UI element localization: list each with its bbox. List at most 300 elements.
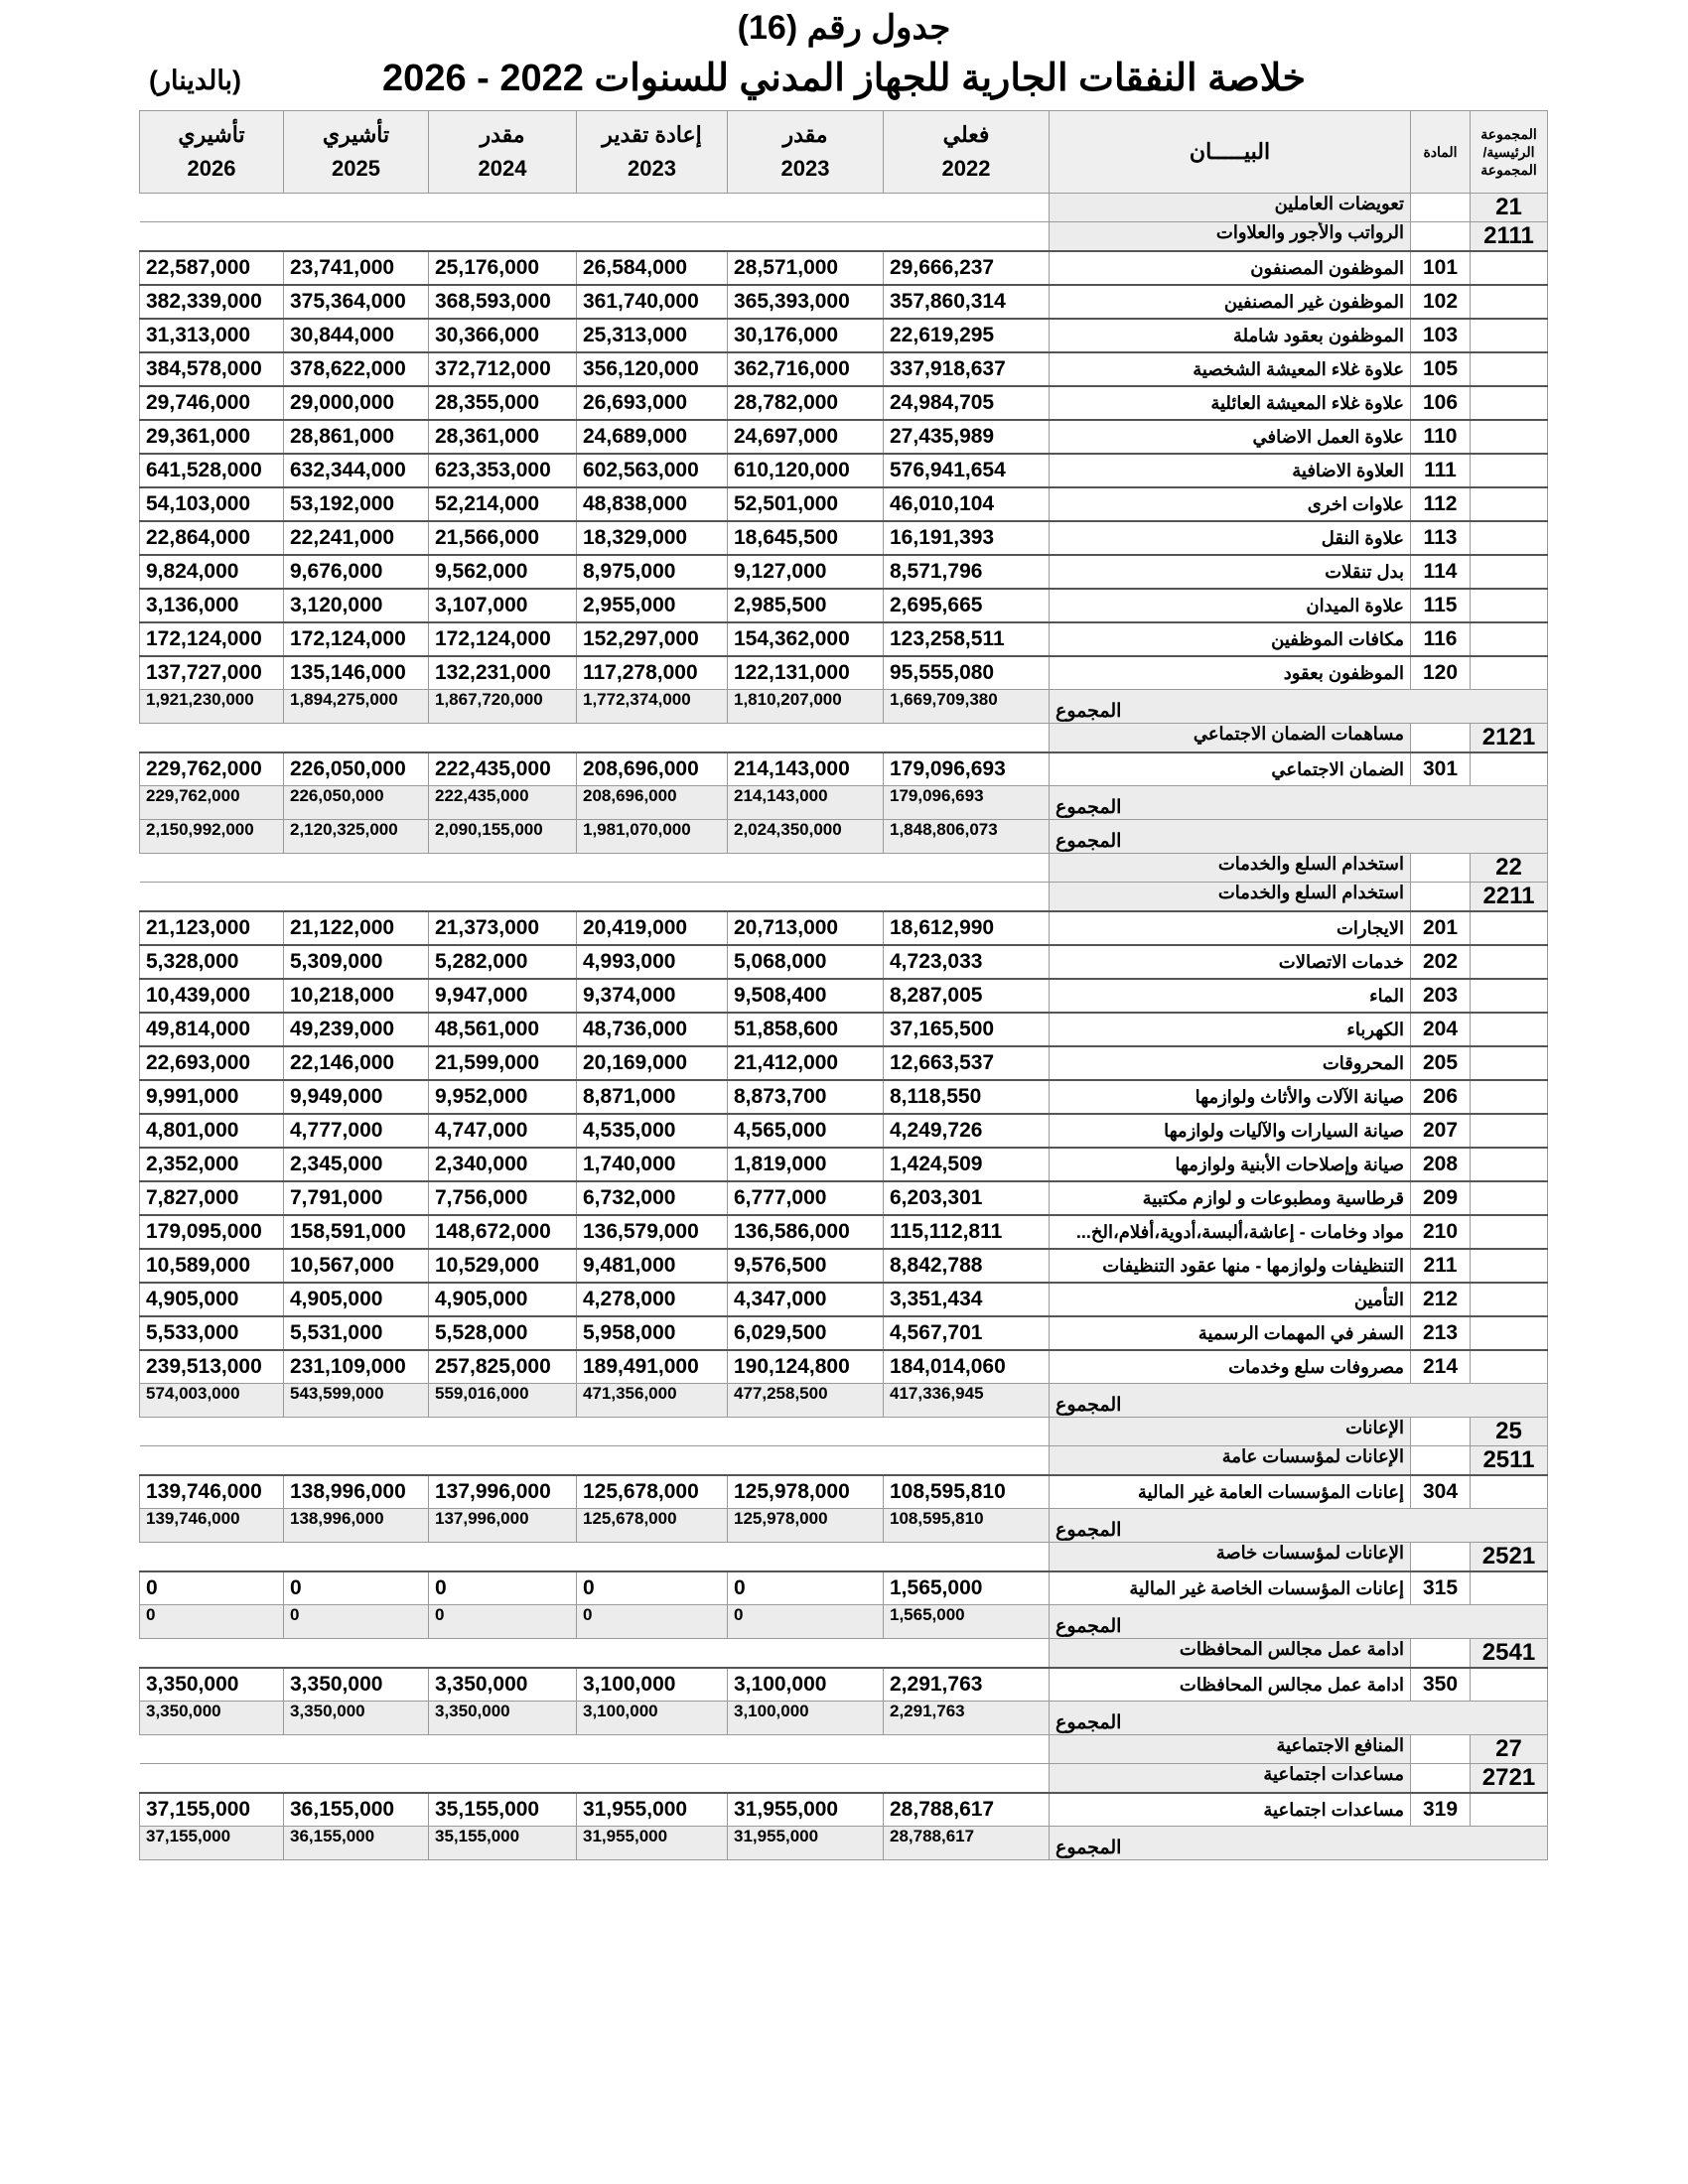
item-description: الموظفون بعقود [1050,656,1411,690]
madda-cell-empty [1411,1418,1471,1446]
value-cell: 18,329,000 [577,521,728,555]
madda-code: 319 [1411,1793,1471,1827]
empty-values [140,1418,1050,1446]
item-row [140,945,1548,979]
value-cell: 190,124,800 [728,1350,884,1384]
value-cell: 31,955,000 [728,1793,884,1827]
item-description: علاوة النقل [1050,521,1411,555]
header-year: 2024 [478,156,527,181]
group-cell-empty [1471,1316,1548,1350]
group-cell-empty [1471,285,1548,319]
value-cell: 4,905,000 [140,1283,284,1316]
total-value-cell: 179,096,693 [884,786,1050,820]
value-cell: 135,146,000 [284,656,429,690]
group-cell-empty [1471,1114,1548,1148]
value-cell: 10,439,000 [140,979,284,1013]
item-description: خدمات الاتصالات [1050,945,1411,979]
value-cell: 1,740,000 [577,1148,728,1181]
value-cell: 576,941,654 [884,454,1050,487]
group-description: ادامة عمل مجالس المحافظات [1050,1639,1411,1669]
total-value-cell: 214,143,000 [728,786,884,820]
header-label: تأشيري [322,122,390,147]
item-description: صيانة وإصلاحات الأبنية ولوازمها [1050,1148,1411,1181]
madda-code: 210 [1411,1215,1471,1249]
value-cell: 152,297,000 [577,622,728,656]
group-description: الإعانات لمؤسسات خاصة [1050,1543,1411,1572]
value-cell: 20,713,000 [728,911,884,945]
group-row [140,1639,1548,1669]
value-cell: 1,819,000 [728,1148,884,1181]
value-cell: 54,103,000 [140,487,284,521]
value-cell: 24,697,000 [728,420,884,454]
group-cell-empty [1471,622,1548,656]
value-cell: 22,693,000 [140,1046,284,1080]
total-value-cell: 208,696,000 [577,786,728,820]
value-cell: 1,424,509 [884,1148,1050,1181]
value-cell: 602,563,000 [577,454,728,487]
value-cell: 21,373,000 [429,911,577,945]
value-cell: 154,362,000 [728,622,884,656]
madda-code: 114 [1411,555,1471,589]
item-row [140,1249,1548,1283]
value-cell: 21,122,000 [284,911,429,945]
value-cell: 123,258,511 [884,622,1050,656]
item-row [140,386,1548,420]
value-cell: 8,287,005 [884,979,1050,1013]
value-cell: 29,746,000 [140,386,284,420]
madda-code: 111 [1411,454,1471,487]
value-cell: 9,824,000 [140,555,284,589]
value-cell: 18,645,500 [728,521,884,555]
value-cell: 10,529,000 [429,1249,577,1283]
group-description: تعويضات العاملين [1050,194,1411,222]
total-value-cell: 0 [429,1605,577,1639]
total-value-cell: 1,848,806,073 [884,820,1050,854]
madda-code: 350 [1411,1668,1471,1702]
item-description: صيانة السيارات والآليات ولوازمها [1050,1114,1411,1148]
value-cell: 4,905,000 [429,1283,577,1316]
value-cell: 229,762,000 [140,752,284,786]
value-cell: 5,958,000 [577,1316,728,1350]
item-row [140,1793,1548,1827]
value-cell: 48,561,000 [429,1013,577,1046]
value-cell: 172,124,000 [140,622,284,656]
value-cell: 4,565,000 [728,1114,884,1148]
item-description: الضمان الاجتماعي [1050,752,1411,786]
item-row [140,911,1548,945]
value-cell: 30,844,000 [284,319,429,352]
value-cell: 9,127,000 [728,555,884,589]
header-group: المجموعة الرئيسية/ المجموعة [1471,111,1548,194]
value-cell: 36,155,000 [284,1793,429,1827]
madda-code: 205 [1411,1046,1471,1080]
madda-code: 105 [1411,352,1471,386]
group-row [140,1764,1548,1794]
value-cell: 125,978,000 [728,1475,884,1509]
total-row [140,1605,1548,1639]
total-value-cell: 1,810,207,000 [728,690,884,724]
value-cell: 29,666,237 [884,251,1050,285]
value-cell: 9,562,000 [429,555,577,589]
group-cell-empty [1471,979,1548,1013]
value-cell: 21,599,000 [429,1046,577,1080]
group-cell-empty [1471,1475,1548,1509]
item-description: الايجارات [1050,911,1411,945]
madda-cell-empty [1411,1764,1471,1794]
madda-cell-empty [1411,883,1471,912]
value-cell: 337,918,637 [884,352,1050,386]
madda-cell-empty [1411,1639,1471,1669]
value-cell: 115,112,811 [884,1215,1050,1249]
value-cell: 148,672,000 [429,1215,577,1249]
item-row [140,1475,1548,1509]
total-value-cell: 35,155,000 [429,1827,577,1860]
item-row [140,521,1548,555]
value-cell: 3,120,000 [284,589,429,622]
total-value-cell: 139,746,000 [140,1509,284,1543]
total-value-cell: 0 [140,1605,284,1639]
total-value-cell: 1,894,275,000 [284,690,429,724]
header-year: 2023 [780,156,830,181]
value-cell: 108,595,810 [884,1475,1050,1509]
group-description: الرواتب والأجور والعلاوات [1050,222,1411,252]
header-col-2023-reestimate [577,111,728,194]
value-cell: 5,533,000 [140,1316,284,1350]
item-row [140,1046,1548,1080]
item-row [140,251,1548,285]
value-cell: 5,328,000 [140,945,284,979]
empty-values [140,854,1050,883]
item-row [140,319,1548,352]
value-cell: 27,435,989 [884,420,1050,454]
value-cell: 8,873,700 [728,1080,884,1114]
group-row [140,1543,1548,1572]
header-col-2026-indicative [140,111,284,194]
total-value-cell: 574,003,000 [140,1384,284,1418]
value-cell: 4,993,000 [577,945,728,979]
value-cell: 49,239,000 [284,1013,429,1046]
value-cell: 8,975,000 [577,555,728,589]
madda-code: 103 [1411,319,1471,352]
group-code: 2511 [1471,1446,1548,1476]
value-cell: 8,871,000 [577,1080,728,1114]
madda-code: 201 [1411,911,1471,945]
value-cell: 375,364,000 [284,285,429,319]
value-cell: 4,801,000 [140,1114,284,1148]
value-cell: 365,393,000 [728,285,884,319]
group-code: 25 [1471,1418,1548,1446]
total-value-cell: 1,669,709,380 [884,690,1050,724]
item-description: الماء [1050,979,1411,1013]
value-cell: 137,727,000 [140,656,284,690]
value-cell: 382,339,000 [140,285,284,319]
header-label: مقدر [480,122,525,147]
total-value-cell: 2,090,155,000 [429,820,577,854]
value-cell: 356,120,000 [577,352,728,386]
madda-code: 315 [1411,1571,1471,1605]
value-cell: 9,991,000 [140,1080,284,1114]
item-description: الموظفون بعقود شاملة [1050,319,1411,352]
item-row [140,979,1548,1013]
value-cell: 2,340,000 [429,1148,577,1181]
value-cell: 9,947,000 [429,979,577,1013]
value-cell: 172,124,000 [429,622,577,656]
value-cell: 384,578,000 [140,352,284,386]
group-cell-empty [1471,945,1548,979]
value-cell: 7,827,000 [140,1181,284,1215]
value-cell: 3,100,000 [728,1668,884,1702]
total-value-cell: 28,788,617 [884,1827,1050,1860]
value-cell: 28,782,000 [728,386,884,420]
value-cell: 35,155,000 [429,1793,577,1827]
empty-values [140,1446,1050,1476]
group-description: المنافع الاجتماعية [1050,1735,1411,1764]
group-row [140,883,1548,912]
total-value-cell: 31,955,000 [577,1827,728,1860]
value-cell: 10,589,000 [140,1249,284,1283]
madda-code: 110 [1411,420,1471,454]
value-cell: 368,593,000 [429,285,577,319]
value-cell: 3,351,434 [884,1283,1050,1316]
value-cell: 378,622,000 [284,352,429,386]
total-value-cell: 2,291,763 [884,1702,1050,1735]
value-cell: 29,361,000 [140,420,284,454]
madda-cell-empty [1411,1735,1471,1764]
item-row [140,285,1548,319]
total-value-cell: 471,356,000 [577,1384,728,1418]
madda-code: 204 [1411,1013,1471,1046]
madda-code: 304 [1411,1475,1471,1509]
empty-values [140,724,1050,753]
value-cell: 179,096,693 [884,752,1050,786]
value-cell: 22,146,000 [284,1046,429,1080]
empty-values [140,883,1050,912]
value-cell: 48,838,000 [577,487,728,521]
group-cell-empty [1471,555,1548,589]
value-cell: 51,858,600 [728,1013,884,1046]
total-value-cell: 3,100,000 [577,1702,728,1735]
value-cell: 138,996,000 [284,1475,429,1509]
header-col-2023-estimate [728,111,884,194]
value-cell: 623,353,000 [429,454,577,487]
value-cell: 37,165,500 [884,1013,1050,1046]
item-description: مساعدات اجتماعية [1050,1793,1411,1827]
table-number-title: جدول رقم (16) [737,9,951,47]
item-row [140,555,1548,589]
item-row [140,352,1548,386]
total-label: المجموع [1050,1702,1548,1735]
total-row [140,1509,1548,1543]
value-cell: 4,747,000 [429,1114,577,1148]
value-cell: 52,501,000 [728,487,884,521]
group-description: استخدام السلع والخدمات [1050,883,1411,912]
header-year: 2025 [332,156,380,181]
item-description: التأمين [1050,1283,1411,1316]
item-description: الموظفون غير المصنفين [1050,285,1411,319]
value-cell: 28,355,000 [429,386,577,420]
value-cell: 226,050,000 [284,752,429,786]
value-cell: 9,508,400 [728,979,884,1013]
document-title: خلاصة النفقات الجارية للجهاز المدني للسنوات 2022 - 2026 [382,58,1306,99]
item-row [140,487,1548,521]
value-cell: 95,555,080 [884,656,1050,690]
value-cell: 20,419,000 [577,911,728,945]
value-cell: 10,218,000 [284,979,429,1013]
group-code: 22 [1471,854,1548,883]
value-cell: 30,366,000 [429,319,577,352]
value-cell: 9,676,000 [284,555,429,589]
empty-values [140,1735,1050,1764]
total-row [140,820,1548,854]
item-description: الكهرباء [1050,1013,1411,1046]
value-cell: 5,282,000 [429,945,577,979]
total-value-cell: 0 [728,1605,884,1639]
value-cell: 3,100,000 [577,1668,728,1702]
total-value-cell: 1,772,374,000 [577,690,728,724]
madda-code: 213 [1411,1316,1471,1350]
group-cell-empty [1471,1013,1548,1046]
value-cell: 4,249,726 [884,1114,1050,1148]
value-cell: 7,756,000 [429,1181,577,1215]
item-description: علاوة غلاء المعيشة الشخصية [1050,352,1411,386]
total-value-cell: 3,100,000 [728,1702,884,1735]
value-cell: 8,842,788 [884,1249,1050,1283]
total-value-cell: 1,565,000 [884,1605,1050,1639]
value-cell: 22,864,000 [140,521,284,555]
total-value-cell: 543,599,000 [284,1384,429,1418]
group-cell-empty [1471,1046,1548,1080]
value-cell: 29,000,000 [284,386,429,420]
value-cell: 31,955,000 [577,1793,728,1827]
header-label: فعلي [942,122,990,147]
header-row [140,111,1548,194]
value-cell: 0 [429,1571,577,1605]
value-cell: 172,124,000 [284,622,429,656]
value-cell: 31,313,000 [140,319,284,352]
item-row [140,1080,1548,1114]
madda-code: 206 [1411,1080,1471,1114]
total-value-cell: 138,996,000 [284,1509,429,1543]
group-row [140,222,1548,252]
value-cell: 4,723,033 [884,945,1050,979]
total-value-cell: 3,350,000 [284,1702,429,1735]
value-cell: 3,350,000 [284,1668,429,1702]
value-cell: 2,985,500 [728,589,884,622]
madda-code: 101 [1411,251,1471,285]
madda-code: 102 [1411,285,1471,319]
group-code: 2121 [1471,724,1548,753]
group-row [140,724,1548,753]
total-value-cell: 108,595,810 [884,1509,1050,1543]
group-row [140,854,1548,883]
madda-code: 113 [1411,521,1471,555]
madda-code: 202 [1411,945,1471,979]
value-cell: 641,528,000 [140,454,284,487]
total-value-cell: 0 [284,1605,429,1639]
value-cell: 231,109,000 [284,1350,429,1384]
value-cell: 8,571,796 [884,555,1050,589]
total-value-cell: 3,350,000 [429,1702,577,1735]
madda-cell-empty [1411,1543,1471,1572]
group-cell-empty [1471,1148,1548,1181]
total-row [140,1702,1548,1735]
value-cell: 184,014,060 [884,1350,1050,1384]
value-cell: 30,176,000 [728,319,884,352]
value-cell: 362,716,000 [728,352,884,386]
value-cell: 21,123,000 [140,911,284,945]
value-cell: 372,712,000 [429,352,577,386]
value-cell: 8,118,550 [884,1080,1050,1114]
value-cell: 257,825,000 [429,1350,577,1384]
group-code: 2111 [1471,222,1548,252]
group-code: 2521 [1471,1543,1548,1572]
value-cell: 26,693,000 [577,386,728,420]
total-row [140,786,1548,820]
header-year: 2026 [187,156,236,181]
value-cell: 22,619,295 [884,319,1050,352]
item-description: العلاوة الاضافية [1050,454,1411,487]
item-description: إعانات المؤسسات العامة غير المالية [1050,1475,1411,1509]
total-row [140,1827,1548,1860]
empty-values [140,222,1050,252]
total-row [140,1384,1548,1418]
item-row [140,420,1548,454]
value-cell: 21,412,000 [728,1046,884,1080]
total-row [140,690,1548,724]
group-description: الإعانات [1050,1418,1411,1446]
item-description: المحروقات [1050,1046,1411,1080]
value-cell: 22,587,000 [140,251,284,285]
item-description: علاوة غلاء المعيشة العائلية [1050,386,1411,420]
total-value-cell: 1,921,230,000 [140,690,284,724]
value-cell: 0 [728,1571,884,1605]
madda-cell-empty [1411,724,1471,753]
value-cell: 4,278,000 [577,1283,728,1316]
item-description: الموظفون المصنفون [1050,251,1411,285]
header-year: 2023 [628,156,676,181]
item-description: السفر في المهمات الرسمية [1050,1316,1411,1350]
value-cell: 1,565,000 [884,1571,1050,1605]
value-cell: 6,029,500 [728,1316,884,1350]
value-cell: 2,291,763 [884,1668,1050,1702]
expenditure-table [139,110,1548,1860]
group-cell-empty [1471,251,1548,285]
total-label: المجموع [1050,786,1548,820]
group-code: 21 [1471,194,1548,222]
madda-code: 214 [1411,1350,1471,1384]
item-row [140,454,1548,487]
value-cell: 5,068,000 [728,945,884,979]
value-cell: 49,814,000 [140,1013,284,1046]
value-cell: 6,203,301 [884,1181,1050,1215]
item-row [140,752,1548,786]
item-description: علاوة الميدان [1050,589,1411,622]
group-cell-empty [1471,911,1548,945]
value-cell: 3,107,000 [429,589,577,622]
item-description: علاوة العمل الاضافي [1050,420,1411,454]
item-row [140,589,1548,622]
item-description: مكافات الموظفين [1050,622,1411,656]
value-cell: 239,513,000 [140,1350,284,1384]
header-label: تأشيري [178,122,245,147]
value-cell: 208,696,000 [577,752,728,786]
value-cell: 189,491,000 [577,1350,728,1384]
value-cell: 4,535,000 [577,1114,728,1148]
total-value-cell: 0 [577,1605,728,1639]
value-cell: 122,131,000 [728,656,884,690]
header-col-2025-indicative [284,111,429,194]
value-cell: 125,678,000 [577,1475,728,1509]
